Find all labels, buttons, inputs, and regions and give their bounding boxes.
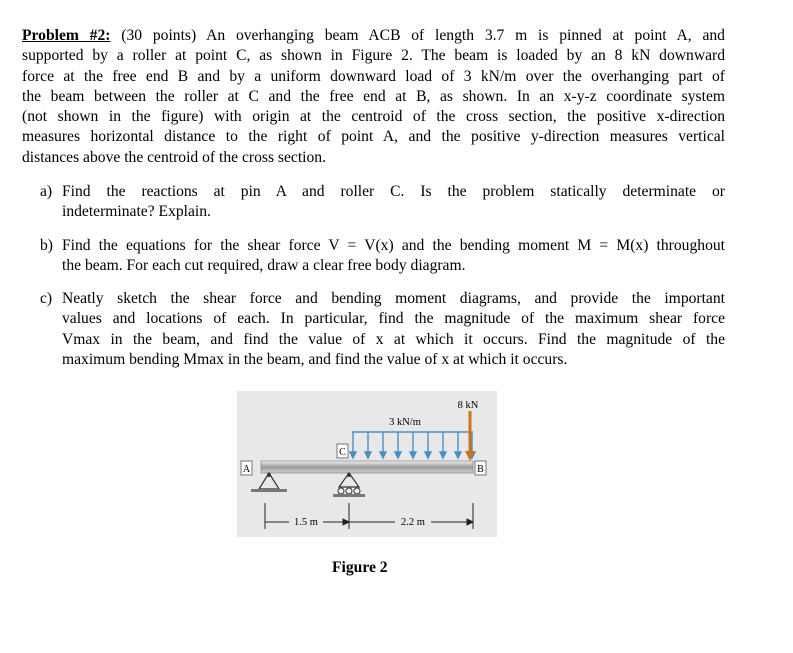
dimension-CB-label: 2.2 m xyxy=(401,517,425,528)
part-a-line-1: Find the reactions at pin A and roller C. Is the problem statically determinate or xyxy=(62,183,725,200)
dimension-AC-label: 1.5 m xyxy=(294,517,318,528)
part-b-line-1: Find the equations for the shear force V = V(x) and the bending moment M = M(x) throughout xyxy=(62,236,725,254)
label-A: A xyxy=(242,464,251,475)
label-B: B xyxy=(477,464,484,475)
problem-line-7: distances above the centroid of the cross section. xyxy=(22,148,326,166)
part-b xyxy=(40,236,725,277)
roller-support-icon xyxy=(333,473,365,497)
beam-figure xyxy=(237,391,497,537)
part-a-line-2: indeterminate? Explain. xyxy=(62,203,211,221)
part-c-line-1: Neatly sketch the shear force and bending moment diagrams, and provide the important xyxy=(62,290,725,308)
problem-line-1-text: (30 points) An overhanging beam ACB of length 3.7 m is pinned at point A, and xyxy=(110,27,725,44)
problem-heading: Problem #2: xyxy=(22,27,111,44)
problem-line-4: the beam between the roller at C and the free end at B, as shown. In an x-y-z coordinate system xyxy=(22,87,725,105)
distributed-load xyxy=(350,432,475,458)
beam-diagram xyxy=(237,391,497,537)
pin-support-icon xyxy=(251,473,287,492)
part-c-line-3: Vmax in the beam, and find the value of x at which it occurs. Find the magnitude of the xyxy=(62,330,725,348)
problem-line-2: supported by a roller at point C, as shown in Figure 2. The beam is loaded by an 8 kN downward xyxy=(22,47,725,65)
part-c-label: c) xyxy=(40,290,53,308)
beam xyxy=(261,461,473,473)
label-C: C xyxy=(339,447,346,458)
part-b-line-2: the beam. For each cut required, draw a clear free body diagram. xyxy=(62,256,466,274)
problem-line-3: force at the free end B and by a uniform downward load of 3 kN/m over the overhanging part of xyxy=(22,67,725,85)
part-a xyxy=(40,182,725,223)
problem-line-5: (not shown in the figure) with origin at the centroid of the cross section, the positive x-direction xyxy=(22,108,725,126)
part-c xyxy=(40,289,725,370)
problem-line-6: measures horizontal distance to the right of point A, and the positive y-direction measures vertical xyxy=(22,128,725,146)
point-load-arrow xyxy=(465,411,475,461)
part-a-label: a) xyxy=(40,183,53,200)
point-load-label: 8 kN xyxy=(457,400,479,411)
part-c-line-2: values and locations of each. In particular, find the magnitude of the maximum shear force xyxy=(62,310,725,328)
problem-parts xyxy=(40,182,725,370)
problem-line-1 xyxy=(22,26,725,46)
problem-statement xyxy=(22,26,725,168)
figure-caption: Figure 2 xyxy=(332,559,388,576)
distributed-load-label: 3 kN/m xyxy=(389,417,421,428)
part-b-label: b) xyxy=(40,236,53,254)
part-c-line-4: maximum bending Mmax in the beam, and find the value of x at which it occurs. xyxy=(62,351,568,369)
